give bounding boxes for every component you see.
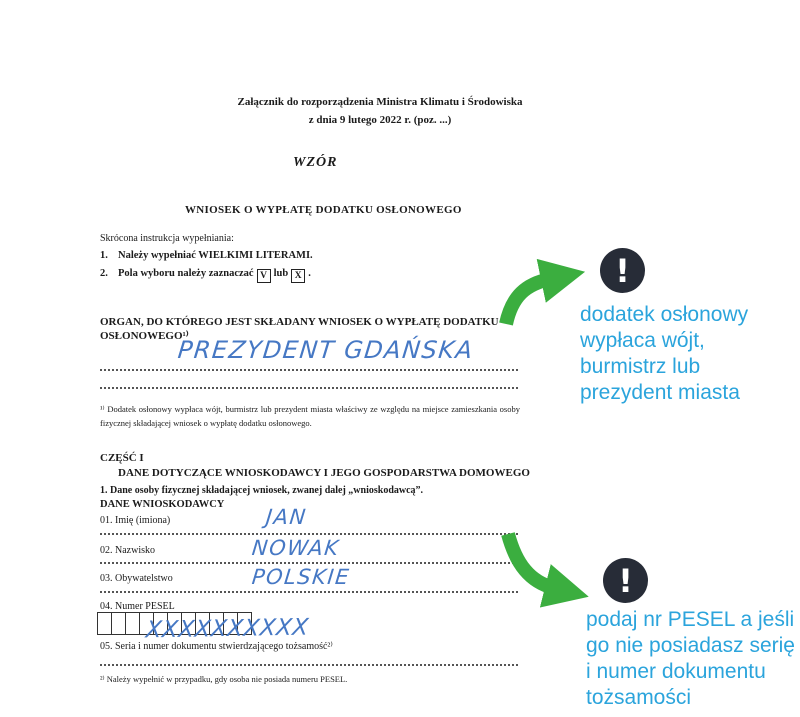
instruction-item-2 [100, 268, 311, 283]
field-label-obywatelstwo: 03. Obywatelstwo [100, 573, 173, 584]
instruction-2-lub: lub [273, 268, 289, 279]
applicant-data-heading: DANE WNIOSKODAWCY [100, 499, 225, 510]
wzor-label: WZÓR [293, 155, 338, 170]
organ-label-line2: OSŁONOWEGO¹⁾ [100, 330, 189, 342]
field-value-nazwisko: NOWAK [250, 536, 341, 560]
instruction-2-period: . [308, 268, 311, 279]
annotation-note-pesel-line3: i numer dokumentu [586, 660, 766, 683]
field-label-pesel: 04. Numer PESEL [100, 601, 175, 612]
field-value-obywatelstwo: POLSKIE [250, 565, 352, 589]
field-label-imie: 01. Imię (imiona) [100, 515, 171, 526]
annotation-note-organ-line4: prezydent miasta [580, 381, 740, 404]
exclamation-glyph: ! [615, 251, 630, 290]
footnote-2: ²⁾ Należy wypełnić w przypadku, gdy osoba nie posiada numeru PESEL. [100, 674, 348, 684]
pesel-box-cell [111, 612, 126, 635]
annotation-note-organ-line2: wypłaca wójt, [580, 329, 705, 352]
instruction-2-number: 2. [100, 268, 108, 279]
instructions-intro: Skrócona instrukcja wypełniania: [100, 233, 234, 244]
organ-label-line1: ORGAN, DO KTÓREGO JEST SKŁADANY WNIOSEK O WYPŁATĘ DODATKU [100, 316, 499, 328]
attachment-header [180, 93, 580, 129]
annotation-note-organ-line3: burmistrz lub [580, 355, 701, 378]
organ-dotted-line-1 [100, 369, 518, 371]
annotation-note-pesel-line1: podaj nr PESEL a jeśli [586, 608, 795, 631]
annotation-note-organ-line1: dodatek osłonowy [580, 303, 749, 326]
field-obywatelstwo-dotted-line [100, 591, 518, 593]
attachment-header-line1: Załącznik do rozporządzenia Ministra Klimatu i Środowiska [237, 96, 523, 108]
annotation-note-pesel-line4: tożsamości [586, 686, 692, 709]
organ-handwritten-value: PREZYDENT GDAŃSKA [176, 336, 476, 364]
field-value-imie: JAN [264, 505, 309, 529]
footnote-1: ¹⁾ Dodatek osłonowy wypłaca wójt, burmistrz lub prezydent miasta właściwy ze względu na miejsce zamieszkania osoby fizycznej składającej wniosek o wypłatę dodatku osłonowego. [100, 404, 520, 428]
pesel-box-cell [125, 612, 140, 635]
annotation-note-organ [580, 302, 748, 406]
part1-point1: 1. Dane osoby fizycznej składającej wniosek, zwanej dalej „wnioskodawcą”. [100, 485, 424, 496]
field-label-seria-numer: 05. Seria i numer dokumentu stwierdzającego tożsamość²⁾ [100, 641, 333, 652]
part1-subheading: DANE DOTYCZĄCE WNIOSKODAWCY I JEGO GOSPODARSTWA DOMOWEGO [118, 467, 530, 479]
exclamation-icon [603, 558, 648, 603]
form-title: WNIOSEK O WYPŁATĘ DODATKU OSŁONOWEGO [185, 204, 462, 216]
checkbox-v-icon: V [257, 269, 271, 283]
instruction-2-text: Pola wyboru należy zaznaczać [118, 268, 254, 279]
attachment-header-line2: z dnia 9 lutego 2022 r. (poz. ...) [308, 114, 452, 126]
pesel-box-cell [97, 612, 112, 635]
instruction-1-number: 1. [100, 250, 108, 261]
field-nazwisko-dotted-line [100, 562, 518, 564]
field-seria-dotted-line [100, 664, 518, 666]
exclamation-glyph: ! [618, 561, 633, 600]
field-value-pesel: XXXXXXXXXX [144, 614, 310, 644]
checkbox-x-icon: X [291, 269, 305, 283]
annotation-note-pesel [586, 607, 795, 711]
organ-dotted-line-2 [100, 387, 518, 389]
exclamation-icon [600, 248, 645, 293]
annotation-note-pesel-line2: go nie posiadasz serię [586, 634, 795, 657]
field-imie-dotted-line [100, 533, 518, 535]
field-label-nazwisko: 02. Nazwisko [100, 545, 155, 556]
instruction-item-1 [100, 250, 313, 261]
instruction-1-text: Należy wypełniać WIELKIMI LITERAMI. [118, 250, 313, 261]
green-arrow-down-right-icon [498, 528, 598, 613]
part1-heading: CZĘŚĆ I [100, 452, 144, 464]
